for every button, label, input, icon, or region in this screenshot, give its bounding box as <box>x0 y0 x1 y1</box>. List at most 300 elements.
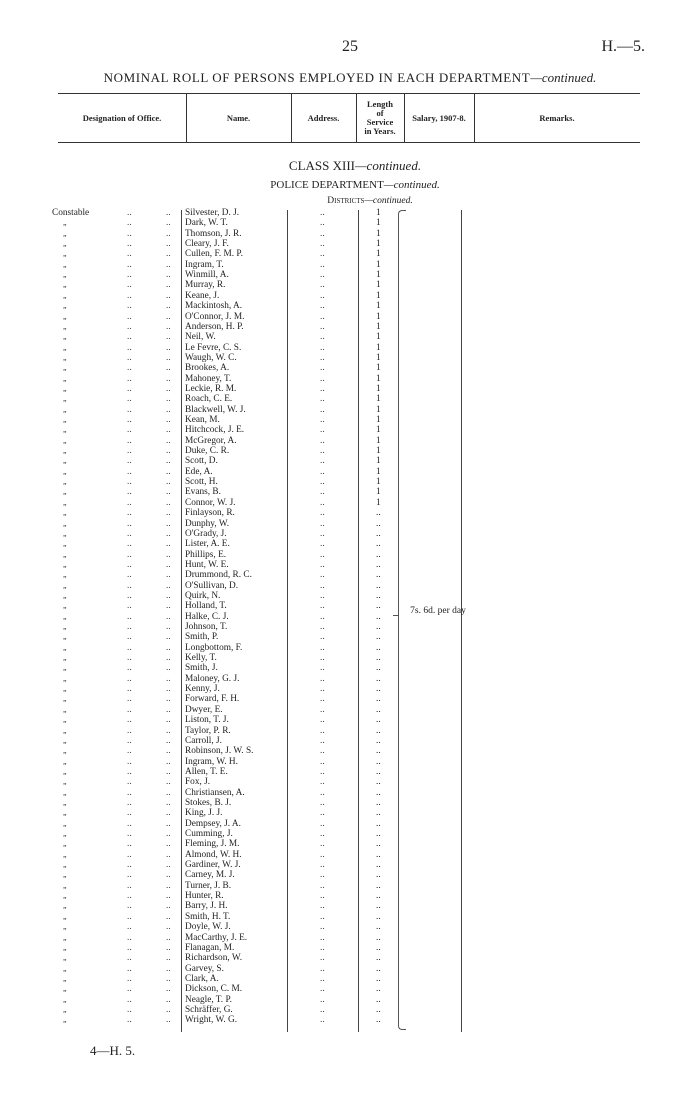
ditto-mark: „ <box>63 860 67 870</box>
leader-dots: .. <box>127 849 132 860</box>
address-cell: .. <box>320 311 325 322</box>
leader-dots: .. <box>166 725 171 736</box>
leader-dots: .. <box>127 570 132 581</box>
ditto-mark: „ <box>63 1004 67 1014</box>
table-row <box>0 984 700 994</box>
service-cell: .. <box>376 818 381 829</box>
ditto-mark: „ <box>63 642 67 652</box>
address-cell: .. <box>320 984 325 995</box>
department-label: POLICE DEPARTMENT <box>270 179 384 191</box>
table-row <box>0 239 700 249</box>
leader-dots: .. <box>127 632 132 643</box>
col-length-of-service: Length of Service in Years. <box>364 99 396 136</box>
service-cell: 1 <box>376 208 381 218</box>
name-cell: Cullen, F. M. P. <box>185 249 243 260</box>
leader-dots: .. <box>166 642 171 653</box>
leader-dots: .. <box>166 435 171 446</box>
leader-dots: .. <box>166 891 171 902</box>
salary-brace-point <box>393 615 399 616</box>
leader-dots: .. <box>166 973 171 984</box>
leader-dots: .. <box>166 497 171 508</box>
service-cell: 1 <box>376 394 381 405</box>
service-cell: .. <box>376 622 381 632</box>
leader-dots: .. <box>166 870 171 881</box>
ditto-mark: „ <box>63 559 67 569</box>
address-cell: .. <box>320 477 325 488</box>
table-row <box>0 218 700 228</box>
table-row <box>0 726 700 736</box>
address-cell: .. <box>320 942 325 953</box>
leader-dots: .. <box>127 415 132 425</box>
name-cell: Scott, D. <box>185 456 218 467</box>
col-designation: Designation of Office. <box>82 112 162 123</box>
service-cell: .. <box>376 829 381 839</box>
service-cell: .. <box>376 632 381 643</box>
leader-dots: .. <box>127 539 132 550</box>
leader-dots: .. <box>127 984 132 995</box>
table-row <box>0 570 700 580</box>
address-cell: .. <box>320 425 325 436</box>
address-cell: .. <box>320 632 325 643</box>
leader-dots: .. <box>166 249 171 260</box>
leader-dots: .. <box>127 549 132 560</box>
name-cell: Scott, H. <box>185 477 218 488</box>
leader-dots: .. <box>166 673 171 684</box>
ditto-mark: „ <box>63 735 67 745</box>
leader-dots: .. <box>166 880 171 891</box>
service-cell: .. <box>376 756 381 767</box>
address-cell: .. <box>320 611 325 622</box>
address-cell: .. <box>320 694 325 705</box>
address-cell: .. <box>320 332 325 343</box>
service-cell: 1 <box>376 352 381 363</box>
leader-dots: .. <box>166 425 171 436</box>
service-cell: .. <box>376 673 381 684</box>
name-cell: Liston, T. J. <box>185 715 229 726</box>
table-row <box>0 560 700 570</box>
table-row <box>0 208 700 218</box>
leader-dots: .. <box>166 415 171 425</box>
table-row <box>0 922 700 932</box>
leader-dots: .. <box>127 383 132 394</box>
table-row <box>0 446 700 456</box>
address-cell: .. <box>320 922 325 933</box>
ditto-mark: „ <box>63 528 67 538</box>
leader-dots: .. <box>166 839 171 850</box>
service-cell: .. <box>376 735 381 746</box>
service-cell: .. <box>376 549 381 560</box>
leader-dots: .. <box>166 942 171 953</box>
service-cell: .. <box>376 1015 381 1026</box>
ditto-mark: „ <box>63 270 67 280</box>
leader-dots: .. <box>166 487 171 498</box>
leader-dots: .. <box>127 249 132 260</box>
ditto-mark: „ <box>63 549 67 559</box>
ditto-mark: „ <box>63 601 67 611</box>
address-cell: .. <box>320 901 325 912</box>
leader-dots: .. <box>166 446 171 457</box>
address-cell: .. <box>320 456 325 467</box>
table-row <box>0 332 700 342</box>
leader-dots: .. <box>166 611 171 622</box>
leader-dots: .. <box>127 787 132 798</box>
leader-dots: .. <box>127 228 132 239</box>
service-cell: .. <box>376 870 381 881</box>
leader-dots: .. <box>127 797 132 808</box>
service-cell: 1 <box>376 332 381 343</box>
ditto-mark: „ <box>63 239 67 249</box>
leader-dots: .. <box>166 373 171 384</box>
address-cell: .. <box>320 228 325 239</box>
leader-dots: .. <box>127 973 132 984</box>
table-row <box>0 736 700 746</box>
ditto-mark: „ <box>63 518 67 528</box>
leader-dots: .. <box>127 280 132 291</box>
ditto-mark: „ <box>63 911 67 921</box>
name-cell: Hunter, R. <box>185 891 224 902</box>
service-cell: .. <box>376 891 381 902</box>
leader-dots: .. <box>166 829 171 839</box>
service-cell: .. <box>376 715 381 726</box>
address-cell: .. <box>320 880 325 891</box>
service-cell: 1 <box>376 249 381 260</box>
name-cell: Gardiner, W. J. <box>185 860 241 871</box>
name-cell: Schräffer, G. <box>185 1004 233 1015</box>
designation-cell: Constable <box>52 208 90 218</box>
name-cell: O'Sullivan, D. <box>185 580 239 591</box>
ditto-mark: „ <box>63 435 67 445</box>
name-cell: Fleming, J. M. <box>185 839 240 850</box>
ditto-mark: „ <box>63 797 67 807</box>
leader-dots: .. <box>127 911 132 922</box>
table-row <box>0 850 700 860</box>
name-cell: Dempsey, J. A. <box>185 818 241 829</box>
ditto-mark: „ <box>63 870 67 880</box>
leader-dots: .. <box>166 653 171 664</box>
address-cell: .. <box>320 642 325 653</box>
address-cell: .. <box>320 342 325 353</box>
leader-dots: .. <box>166 777 171 788</box>
table-row <box>0 425 700 435</box>
leader-dots: .. <box>166 715 171 726</box>
address-cell: .. <box>320 280 325 291</box>
name-cell: Halke, C. J. <box>185 611 229 622</box>
address-cell: .. <box>320 653 325 664</box>
leader-dots: .. <box>127 435 132 446</box>
name-cell: Taylor, P. R. <box>185 725 231 736</box>
leader-dots: .. <box>127 839 132 850</box>
leader-dots: .. <box>127 446 132 457</box>
leader-dots: .. <box>127 208 132 218</box>
address-cell: .. <box>320 249 325 260</box>
leader-dots: .. <box>166 766 171 777</box>
address-cell: .. <box>320 1004 325 1015</box>
name-cell: Holland, T. <box>185 601 227 612</box>
name-cell: Kenny, J. <box>185 684 220 695</box>
leader-dots: .. <box>127 1004 132 1015</box>
table-row <box>0 705 700 715</box>
ditto-mark: „ <box>63 321 67 331</box>
address-cell: .. <box>320 549 325 560</box>
table-row <box>0 860 700 870</box>
leader-dots: .. <box>127 342 132 353</box>
service-cell: 1 <box>376 228 381 239</box>
table-row <box>0 943 700 953</box>
leader-dots: .. <box>127 901 132 912</box>
leader-dots: .. <box>166 849 171 860</box>
name-cell: Smith, J. <box>185 663 218 674</box>
leader-dots: .. <box>127 363 132 374</box>
table-row <box>0 891 700 901</box>
name-cell: Neil, W. <box>185 332 216 343</box>
leader-dots: .. <box>127 663 132 674</box>
name-cell: Ingram, T. <box>185 259 224 270</box>
leader-dots: .. <box>127 580 132 591</box>
column-rule-address <box>287 210 288 1032</box>
col-remarks: Remarks. <box>539 112 575 123</box>
address-cell: .. <box>320 363 325 374</box>
leader-dots: .. <box>166 394 171 405</box>
address-cell: .. <box>320 580 325 591</box>
leader-dots: .. <box>127 704 132 715</box>
leader-dots: .. <box>127 622 132 632</box>
service-cell: .. <box>376 880 381 891</box>
address-cell: .. <box>320 218 325 229</box>
ditto-mark: „ <box>63 332 67 342</box>
service-cell: 1 <box>376 311 381 322</box>
leader-dots: .. <box>166 580 171 591</box>
service-cell: .. <box>376 611 381 622</box>
ditto-mark: „ <box>63 663 67 673</box>
table-row <box>0 591 700 601</box>
table-row <box>0 653 700 663</box>
ditto-mark: „ <box>63 363 67 373</box>
table-row <box>0 870 700 880</box>
service-cell: 1 <box>376 497 381 508</box>
leader-dots: .. <box>127 870 132 881</box>
table-row <box>0 912 700 922</box>
address-cell: .. <box>320 539 325 550</box>
leader-dots: .. <box>127 559 132 570</box>
ditto-mark: „ <box>63 632 67 642</box>
name-cell: McGregor, A. <box>185 435 237 446</box>
name-cell: Flanagan, M. <box>185 942 235 953</box>
leader-dots: .. <box>127 932 132 943</box>
address-cell: .. <box>320 715 325 726</box>
ditto-mark: „ <box>63 342 67 352</box>
name-cell: Richardson, W. <box>185 953 243 964</box>
service-cell: 1 <box>376 446 381 457</box>
leader-dots: .. <box>127 601 132 612</box>
name-cell: Roach, C. E. <box>185 394 233 405</box>
leader-dots: .. <box>166 363 171 374</box>
address-cell: .. <box>320 704 325 715</box>
name-cell: Cumming, J. <box>185 829 233 839</box>
name-cell: Smith, H. T. <box>185 911 231 922</box>
leader-dots: .. <box>127 332 132 343</box>
table-row <box>0 829 700 839</box>
ditto-mark: „ <box>63 746 67 756</box>
page-title-suffix: —continued. <box>530 70 597 85</box>
name-cell: Duke, C. R. <box>185 446 230 457</box>
service-cell: 1 <box>376 259 381 270</box>
service-cell: .. <box>376 973 381 984</box>
leader-dots: .. <box>166 601 171 612</box>
leader-dots: .. <box>127 746 132 757</box>
name-cell: Allen, T. E. <box>185 766 228 777</box>
ditto-mark: „ <box>63 704 67 714</box>
name-cell: Garvey, S. <box>185 963 224 974</box>
name-cell: Clark, A. <box>185 973 219 984</box>
leader-dots: .. <box>127 611 132 622</box>
leader-dots: .. <box>127 684 132 695</box>
service-cell: 1 <box>376 270 381 281</box>
name-cell: Murray, R. <box>185 280 226 291</box>
ditto-mark: „ <box>63 580 67 590</box>
leader-dots: .. <box>166 332 171 343</box>
name-cell: Christiansen, A. <box>185 787 245 798</box>
leader-dots: .. <box>166 311 171 322</box>
address-cell: .. <box>320 487 325 498</box>
leader-dots: .. <box>166 797 171 808</box>
leader-dots: .. <box>166 477 171 488</box>
table-row <box>0 663 700 673</box>
address-cell: .. <box>320 321 325 332</box>
document-reference: H.—5. <box>601 38 645 55</box>
leader-dots: .. <box>166 290 171 301</box>
ditto-mark: „ <box>63 487 67 497</box>
name-cell: Anderson, H. P. <box>185 321 244 332</box>
name-cell: Drummond, R. C. <box>185 570 252 581</box>
leader-dots: .. <box>127 1015 132 1026</box>
name-cell: O'Connor, J. M. <box>185 311 245 322</box>
leader-dots: .. <box>166 508 171 519</box>
table-row <box>0 405 700 415</box>
nominal-roll <box>0 208 700 1032</box>
table-row <box>0 229 700 239</box>
service-cell: .. <box>376 528 381 539</box>
table-row <box>0 601 700 611</box>
leader-dots: .. <box>166 1015 171 1026</box>
leader-dots: .. <box>127 942 132 953</box>
table-row <box>0 519 700 529</box>
name-cell: MacCarthy, J. E. <box>185 932 248 943</box>
table-row <box>0 819 700 829</box>
service-cell: .. <box>376 653 381 664</box>
name-cell: Lister, A. E. <box>185 539 230 550</box>
address-cell: .. <box>320 446 325 457</box>
leader-dots: .. <box>127 994 132 1005</box>
table-row <box>0 694 700 704</box>
leader-dots: .. <box>166 994 171 1005</box>
table-row <box>0 270 700 280</box>
leader-dots: .. <box>127 508 132 519</box>
ditto-mark: „ <box>63 622 67 631</box>
name-cell: Forward, F. H. <box>185 694 240 705</box>
table-row <box>0 757 700 767</box>
service-cell: .. <box>376 922 381 933</box>
address-cell: .. <box>320 808 325 819</box>
leader-dots: .. <box>127 290 132 301</box>
leader-dots: .. <box>127 766 132 777</box>
address-cell: .. <box>320 973 325 984</box>
table-row <box>0 415 700 425</box>
service-cell: .. <box>376 953 381 964</box>
leader-dots: .. <box>166 663 171 674</box>
name-cell: Waugh, W. C. <box>185 352 237 363</box>
name-cell: Maloney, G. J. <box>185 673 240 684</box>
name-cell: King, J. J. <box>185 808 223 819</box>
table-row <box>0 632 700 642</box>
name-cell: Doyle, W. J. <box>185 922 231 933</box>
ditto-mark: „ <box>63 953 67 963</box>
service-cell: .. <box>376 508 381 519</box>
leader-dots: .. <box>127 466 132 477</box>
ditto-mark: „ <box>63 756 67 766</box>
class-label: CLASS XIII <box>288 158 355 173</box>
table-row <box>0 394 700 404</box>
leader-dots: .. <box>127 497 132 508</box>
name-cell: Dunphy, W. <box>185 518 230 529</box>
service-cell: .. <box>376 808 381 819</box>
name-cell: Le Fevre, C. S. <box>185 342 242 353</box>
table-row <box>0 788 700 798</box>
ditto-mark: „ <box>63 818 67 828</box>
address-cell: .. <box>320 673 325 684</box>
table-row <box>0 374 700 384</box>
name-cell: Wright, W. G. <box>185 1015 238 1026</box>
name-cell: Quirk, N. <box>185 590 221 601</box>
service-cell: 1 <box>376 425 381 436</box>
service-cell: .. <box>376 963 381 974</box>
address-cell: .. <box>320 466 325 477</box>
leader-dots: .. <box>127 880 132 891</box>
name-cell: Thomson, J. R. <box>185 228 242 239</box>
address-cell: .. <box>320 601 325 612</box>
service-cell: 1 <box>376 383 381 394</box>
leader-dots: .. <box>166 352 171 363</box>
leader-dots: .. <box>166 539 171 550</box>
service-cell: 1 <box>376 363 381 374</box>
leader-dots: .. <box>127 477 132 488</box>
ditto-mark: „ <box>63 301 67 311</box>
leader-dots: .. <box>127 735 132 746</box>
leader-dots: .. <box>127 642 132 653</box>
address-cell: .. <box>320 911 325 922</box>
name-cell: Stokes, B. J. <box>185 797 232 808</box>
leader-dots: .. <box>166 746 171 757</box>
name-cell: Blackwell, W. J. <box>185 404 246 415</box>
table-row <box>0 249 700 259</box>
name-cell: Robinson, J. W. S. <box>185 746 254 757</box>
table-row <box>0 933 700 943</box>
column-rule-name <box>181 210 182 1032</box>
name-cell: Mackintosh, A. <box>185 301 243 312</box>
leader-dots: .. <box>166 404 171 415</box>
name-cell: Ede, A. <box>185 466 213 477</box>
address-cell: .. <box>320 352 325 363</box>
ditto-mark: „ <box>63 715 67 725</box>
address-cell: .. <box>320 590 325 601</box>
ditto-mark: „ <box>63 404 67 414</box>
ditto-mark: „ <box>63 497 67 507</box>
ditto-mark: „ <box>63 477 67 487</box>
leader-dots: .. <box>127 725 132 736</box>
name-cell: Dwyer, E. <box>185 704 223 715</box>
col-address: Address. <box>307 112 340 123</box>
name-cell: Mahoney, T. <box>185 373 232 384</box>
leader-dots: .. <box>127 518 132 529</box>
